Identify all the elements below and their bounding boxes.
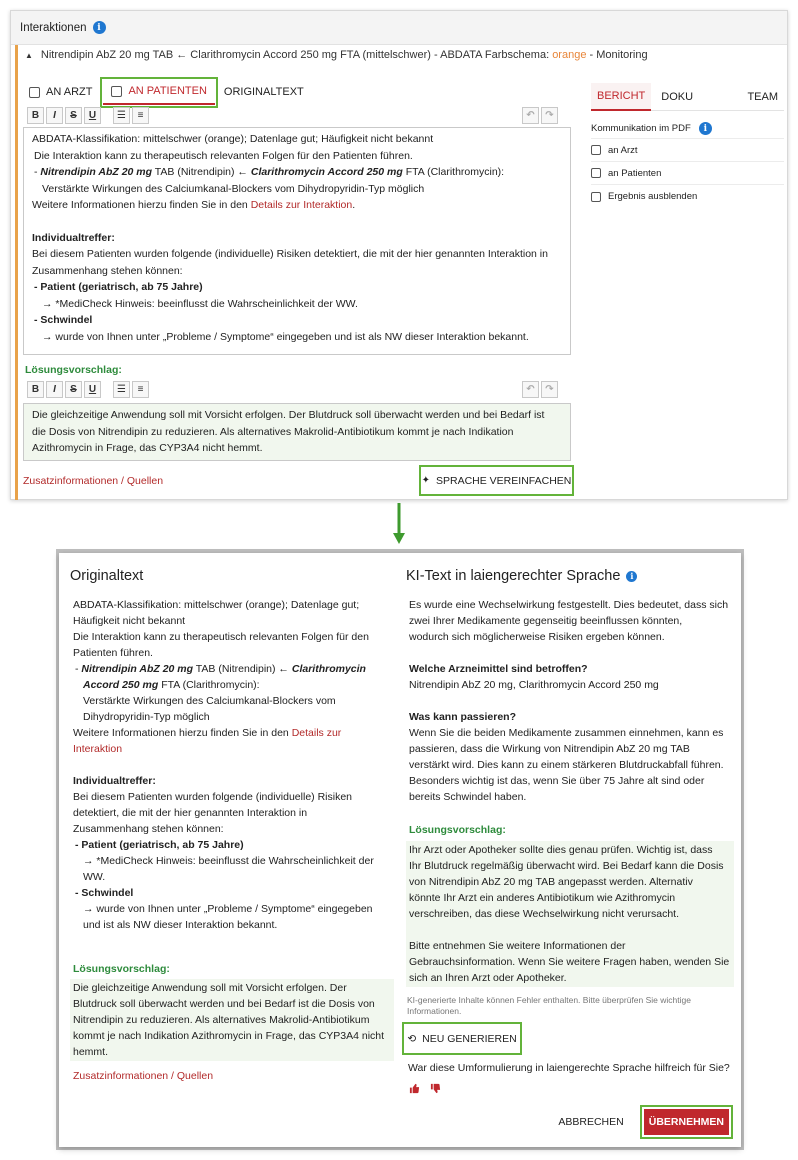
details-line: Weitere Informationen hierzu finden Sie in den Details zur Interaktion. (32, 199, 356, 211)
left-solution-label: Lösungsvorschlag: (73, 963, 170, 975)
interaction-header[interactable] (25, 49, 648, 61)
strikethrough-button[interactable]: S (65, 381, 82, 398)
panel-header (11, 11, 787, 45)
solution-editor[interactable] (23, 403, 571, 461)
editor-toolbar (27, 106, 149, 124)
info-icon[interactable]: i (626, 571, 637, 582)
bold-button[interactable]: B (27, 381, 44, 398)
text-line: Die gleichzeitige Anwendung soll mit Vorsicht erfolgen. Der Blutdruck soll überwacht werden und bei Bedarf ist (32, 409, 545, 421)
text-line: Verstärkte Wirkungen des Calciumkanal-Blockers vom Dihydropyridin-Typ möglich (42, 182, 425, 195)
simplified-text: Es wurde eine Wechselwirkung festgestellt. Dies bedeutet, dass sich zwei Ihrer Medikamente gegenseitig beeinflussen könnten, wodurch sich möglicherweise Risiken ergeben können. Welche Arzneimittel sind betroffen? Nitrendipin AbZ 20 mg, Clarithromycin Accord 250 mg Was kann passieren? Wenn Sie die beiden Medikamente zusammen einnehmen, kann es passieren, dass die Wirkung von Nitrendipin AbZ 20 mg TAB verstärkt wird. Dies kann zu einem stärkeren Blutdruckabfall führen. Besonders wichtig ist das, wenn Sie über 75 Jahre alt sind oder bereits Schwindel haben. (409, 599, 729, 803)
strikethrough-button[interactable]: S (65, 107, 82, 124)
panel-title: Interaktionen (20, 21, 87, 34)
tab-an-arzt[interactable] (29, 77, 100, 107)
info-icon[interactable]: i (93, 21, 106, 34)
sparkle-icon: ✦ (421, 475, 430, 486)
collapse-icon[interactable]: ▲ (25, 51, 33, 60)
tab-originaltext[interactable] (218, 77, 314, 107)
refresh-icon: ⟲ (407, 1032, 417, 1045)
checkbox-an-patienten[interactable] (111, 86, 122, 97)
italic-button[interactable]: I (46, 107, 63, 124)
tab-label: AN PATIENTEN (128, 85, 207, 97)
interaction-suffix: - Monitoring (586, 49, 648, 61)
checkbox[interactable] (591, 168, 601, 178)
text-line: Individualtreffer: (32, 231, 115, 244)
left-column-title: Originaltext (70, 568, 144, 584)
undo-redo (522, 106, 558, 124)
italic-button[interactable]: I (46, 381, 63, 398)
severity-accent-bar (15, 45, 18, 500)
bold-button[interactable]: B (27, 107, 44, 124)
thumbs-down-icon[interactable] (430, 1083, 441, 1094)
button-label: NEU GENERIEREN (422, 1032, 517, 1045)
option-an-arzt[interactable] (591, 139, 784, 162)
feedback-buttons (409, 1083, 441, 1094)
accept-button[interactable]: ÜBERNEHMEN (644, 1109, 729, 1135)
color-scheme-value: orange (552, 49, 587, 61)
text-line: → *MediCheck Hinweis: beeinflusst die Wahrscheinlichkeit der WW. (42, 297, 358, 310)
pdf-communication-header (591, 119, 784, 139)
thumbs-up-icon[interactable] (409, 1083, 420, 1094)
option-label: Ergebnis ausblenden (608, 191, 698, 202)
interaction-text-editor[interactable] (23, 127, 571, 355)
redo-button[interactable]: ↷ (541, 381, 558, 398)
text-line: Die Interaktion kann zu therapeutisch relevanten Folgen für den Patienten führen. (34, 149, 413, 162)
extra-info-link[interactable]: Zusatzinformationen / Quellen (23, 475, 164, 487)
regenerate-button[interactable] (402, 1022, 522, 1055)
recipient-tabs (29, 77, 314, 107)
down-arrow-icon (397, 503, 401, 547)
option-label: an Patienten (608, 167, 662, 179)
tab-an-patienten[interactable] (103, 80, 214, 105)
right-solution-label: Lösungsvorschlag: (409, 824, 506, 836)
checkbox-an-arzt[interactable] (29, 87, 40, 98)
redo-button[interactable]: ↷ (541, 107, 558, 124)
simplify-language-button[interactable] (419, 465, 574, 496)
option-label: an Arzt (608, 144, 638, 156)
tab-team[interactable]: TEAM (747, 90, 778, 103)
feedback-question: War diese Umformulierung in laiengerechte Sprache hilfreich für Sie? (408, 1062, 730, 1074)
extra-info-link[interactable]: Zusatzinformationen / Quellen (73, 1070, 214, 1082)
details-link[interactable]: Details zur (291, 727, 342, 739)
pdf-label: Kommunikation im PDF (591, 123, 691, 134)
undo-button[interactable]: ↶ (522, 381, 539, 398)
checkbox[interactable] (591, 145, 601, 155)
bullet-list-button[interactable]: ☰ (113, 381, 130, 398)
dialog-footer (552, 1105, 733, 1139)
text-line: → wurde von Ihnen unter „Probleme / Symptome“ eingegeben und ist als NW dieser Interaktion bekannt. (42, 330, 529, 343)
text-line: Azithromycin in Frage, das CYP3A4 nicht hemmt. (32, 442, 263, 454)
text-line: - Patient (geriatrisch, ab 75 Jahre) (34, 281, 203, 293)
right-column-title-wrap (406, 568, 637, 584)
undo-button[interactable]: ↶ (522, 107, 539, 124)
solution-label: Lösungsvorschlag: (25, 364, 122, 376)
option-ergebnis-ausblenden[interactable] (591, 185, 784, 208)
numbered-list-button[interactable]: ≡ (132, 381, 149, 398)
tab-label: ORIGINALTEXT (223, 86, 304, 98)
right-panel (591, 83, 791, 208)
info-icon[interactable]: i (699, 122, 712, 135)
solution-toolbar (27, 380, 149, 398)
highlight-frame (100, 77, 217, 108)
numbered-list-button[interactable]: ≡ (132, 107, 149, 124)
interactions-panel (10, 10, 788, 500)
underline-button[interactable]: U (84, 381, 101, 398)
checkbox[interactable] (591, 192, 601, 202)
button-label: SPRACHE VEREINFACHEN (436, 474, 572, 487)
drug-line: - Nitrendipin AbZ 20 mg TAB (Nitrendipin) ← Clarithromycin Accord 250 mg FTA (Clarithromycin): (34, 166, 505, 178)
undo-redo (522, 380, 558, 398)
right-column-title: KI-Text in laiengerechter Sprache (406, 568, 621, 584)
bullet-list-button[interactable]: ☰ (113, 107, 130, 124)
original-text: ABDATA-Klassifikation: mittelschwer (orange); Datenlage gut; Häufigkeit nicht bekannt Die Interaktion kann zu therapeutisch relevanten Folgen für den Patienten führen. - Nitrendipin AbZ 20 mg TAB (Nitrendipin) ← Clarithromycin Accord 250 mg FTA (Clarithromycin): Verstärkte Wirkungen des Calciumkanal-Blockers vom Dihydropyridin-Typ möglich Weitere Informationen hierzu finden Sie in den Details zur Interaktion Individualtreffer: Bei diesem Patienten wurden folgende (individuelle) Risiken detektiert, die mit der hier genannten Interaktion in Zusammenhang stehen können: - Patient (geriatrisch, ab 75 Jahre) → *MediCheck Hinweis: beeinflusst die Wahrscheinlichkeit der WW. - Schwindel → wurde von Ihnen unter „Probleme / Symptome“ eingegeben und ist als NW dieser Interaktion bekannt. (73, 597, 391, 933)
right-tabs (591, 83, 784, 111)
tab-label: AN ARZT (46, 86, 93, 98)
tab-doku[interactable]: DOKU (661, 90, 694, 103)
right-solution-text: Ihr Arzt oder Apotheker sollte dies genau prüfen. Wichtig ist, dass Ihr Blutdruck regelmäßig überwacht wird. Bei Bedarf kann die Dosis von Nitrendipin AbZ 20 mg TAB angepasst werden. Alternativ könnte Ihr Arzt ein anderes Antibiotikum wie Azithromycin verschreiben, das diese Wechselwirkung nicht verursacht. Bitte entnehmen Sie weitere Informationen der Gebrauchsinformation. Wenn Sie weitere Fragen haben, wenden Sie sich an Ihren Arzt oder Apotheker. (406, 841, 734, 987)
simplified-text-dialog (59, 553, 741, 1147)
text-line: ABDATA-Klassifikation: mittelschwer (orange); Datenlage gut; Häufigkeit nicht bekannt (32, 133, 434, 145)
tab-bericht[interactable]: BERICHT (591, 83, 651, 111)
option-an-patienten[interactable] (591, 162, 784, 185)
details-link-cont[interactable]: Interaktion (73, 743, 123, 755)
left-solution-text: Die gleichzeitige Anwendung soll mit Vorsicht erfolgen. Der Blutdruck soll überwacht werden und bei Bedarf ist die Dosis von Nitrendipin zu reduzieren. Als alternatives Makrolid-Antibiotikum kommt je nach Indikation Azithromycin in Frage, das CYP3A4 nicht hemmt. (70, 979, 394, 1061)
text-line: die Dosis von Nitrendipin zu reduzieren. Als alternatives Makrolid-Antibiotikum kommt je nach Indikation (32, 425, 514, 438)
accept-highlight (640, 1105, 733, 1139)
cancel-button[interactable]: ABBRECHEN (558, 1116, 624, 1128)
ai-disclaimer: KI-generierte Inhalte können Fehler enthalten. Bitte überprüfen Sie wichtige Informationen. (407, 995, 691, 1016)
text-line: Zusammenhang stehen können: (32, 264, 183, 277)
text-line: - Schwindel (34, 314, 93, 326)
details-link[interactable]: Details zur Interaktion (250, 199, 353, 211)
interaction-title: Nitrendipin AbZ 20 mg TAB ← Clarithromycin Accord 250 mg FTA (mittelschwer) - ABDATA Farbschema: (40, 49, 553, 61)
underline-button[interactable]: U (84, 107, 101, 124)
text-line: Bei diesem Patienten wurden folgende (individuelle) Risiken detektiert, die mit der hier genannten Interaktion in (32, 248, 548, 260)
